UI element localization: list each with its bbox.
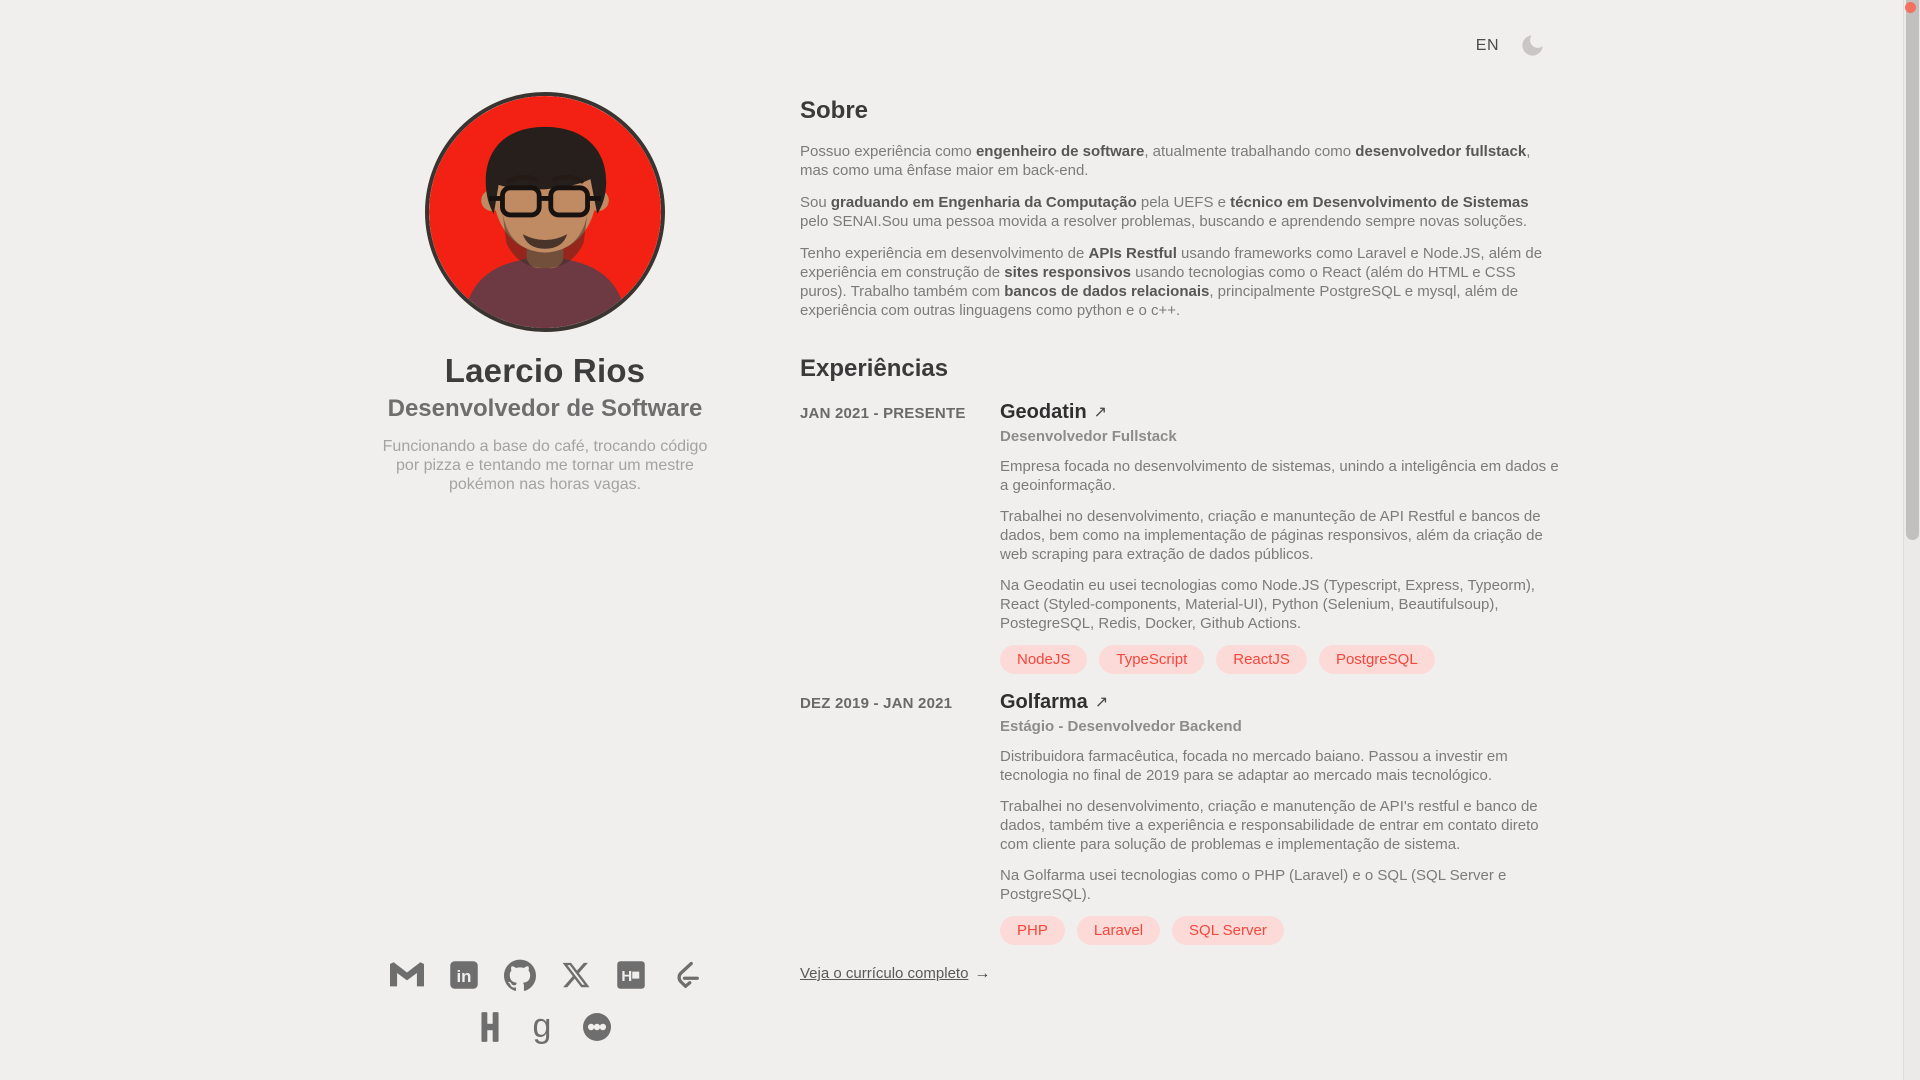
experience-period: JAN 2021 - PRESENTE <box>800 405 966 422</box>
experience-body <box>1000 400 1565 674</box>
about-paragraph-2: Sou graduando em Engenharia da Computação pela UEFS e técnico em Desenvolvimento de Sistemas pelo SENAI.Sou uma pessoa movida a resolver problemas, buscando e aprendendo sempre novas soluções. <box>800 194 1529 230</box>
hevy-icon <box>477 1011 503 1043</box>
svg-text:H: H <box>620 968 632 985</box>
main-content <box>790 0 1920 1080</box>
experience-body <box>1000 690 1565 945</box>
scrollbar-track[interactable] <box>1903 0 1920 1080</box>
job-paragraph: Empresa focada no desenvolvimento de sistemas, unindo a inteligência em dados e a geoinformação. <box>1000 458 1559 494</box>
letterboxd-link[interactable] <box>581 1011 613 1043</box>
experience-entry-geodatin <box>800 400 1920 674</box>
svg-text:in: in <box>456 966 471 986</box>
job-paragraph: Distribuidora farmacêutica, focada no mercado baiano. Passou a investir em tecnologia no final de 2019 para se adaptar ao mercado mais tecnológico. <box>1000 748 1508 784</box>
company-link[interactable] <box>1000 400 1107 426</box>
moon-icon <box>1519 32 1546 59</box>
gmail-icon <box>390 962 424 988</box>
hevy-link[interactable] <box>477 1011 503 1043</box>
external-link-icon: ↗ <box>1094 694 1109 711</box>
linkedin-icon <box>449 960 479 990</box>
full-resume-link[interactable]: Veja o currículo completo <box>800 965 969 982</box>
leetcode-link[interactable] <box>671 960 701 990</box>
x-twitter-link[interactable] <box>561 960 591 990</box>
tag-badge: TypeScript <box>1099 645 1204 674</box>
hackerrank-icon <box>616 960 646 990</box>
theme-toggle[interactable] <box>1519 32 1546 59</box>
profile-role: Desenvolvedor de Software <box>387 395 703 422</box>
svg-text:g: g <box>532 1010 552 1044</box>
gmail-link[interactable] <box>390 962 424 988</box>
tag-badge: NodeJS <box>1000 645 1087 674</box>
about-title: Sobre <box>800 97 869 124</box>
tech-tags <box>1000 916 1565 945</box>
external-link-icon: ↗ <box>1093 404 1108 421</box>
scrollbar-thumb[interactable] <box>1906 0 1919 540</box>
job-role: Estágio - Desenvolvedor Backend <box>1000 718 1242 735</box>
social-row-1 <box>390 959 701 991</box>
letterboxd-icon <box>581 1011 613 1043</box>
arrow-right-icon: → <box>974 965 991 982</box>
social-links <box>390 959 701 1044</box>
cv-link-row <box>800 965 1920 983</box>
tag-badge: PHP <box>1000 916 1065 945</box>
experience-section <box>800 356 1920 983</box>
leetcode-icon <box>671 960 701 990</box>
company-heading <box>1000 690 1565 716</box>
about-paragraph-3: Tenho experiência em desenvolvimento de APIs Restful usando frameworks como Laravel e Node.JS, além de experiência em construção de sites responsivos usando tecnologias como o React (além do HTML e CSS puros). Trabalho também com bancos de dados relacionais, principalmente PostgreSQL e mysql, além de experiência com outras linguagens como python e o c++. <box>800 245 1543 319</box>
hackerrank-link[interactable] <box>616 960 646 990</box>
scroll-content <box>800 0 1920 983</box>
job-paragraph: Na Geodatin eu usei tecnologias como Node.JS (Typescript, Express, Typeorm), React (Styled-components, Material-UI), Python (Selenium, Beautifulsoup), PostegreSQL, Redis, Docker, Github Actions. <box>1000 577 1535 632</box>
tag-badge: SQL Server <box>1172 916 1284 945</box>
avatar <box>425 92 665 332</box>
scroll-indicator-dot <box>1905 2 1916 13</box>
github-icon <box>504 959 536 991</box>
social-row-2 <box>477 1010 613 1044</box>
profile-name: Laercio Rios <box>444 352 646 389</box>
job-paragraph: Trabalhei no desenvolvimento, criação e manutenção de API's restful e banco de dados, também tive a experiência e responsabilidade de entrar em contato direto com cliente para solução de problemas e implementação de sistema. <box>1000 798 1539 853</box>
company-heading <box>1000 400 1565 426</box>
top-bar <box>1476 32 1546 59</box>
about-section <box>800 98 1545 320</box>
avatar-illustration <box>429 96 661 328</box>
about-paragraph-1: Possuo experiência como engenheiro de software, atualmente trabalhando como desenvolvedor fullstack, mas como uma ênfase maior em back-end. <box>800 143 1531 179</box>
experience-entry-golfarma <box>800 690 1920 945</box>
language-toggle[interactable]: EN <box>1475 36 1499 54</box>
company-name: Golfarma <box>1000 691 1088 713</box>
job-role: Desenvolvedor Fullstack <box>1000 428 1177 445</box>
company-link[interactable] <box>1000 690 1108 716</box>
tag-badge: PostgreSQL <box>1319 645 1435 674</box>
github-link[interactable] <box>504 959 536 991</box>
job-paragraph: Na Golfarma usei tecnologias como o PHP (Laravel) e o SQL (SQL Server e PostgreSQL). <box>1000 867 1507 903</box>
x-icon <box>561 960 591 990</box>
experience-title: Experiências <box>800 355 949 382</box>
goodreads-link[interactable] <box>528 1010 556 1044</box>
company-name: Geodatin <box>1000 401 1087 423</box>
tag-badge: Laravel <box>1077 916 1160 945</box>
goodreads-icon <box>528 1010 556 1044</box>
profile-tagline: Funcionando a base do café, trocando código por pizza e tentando me tornar um mestre pokémon nas horas vagas. <box>382 438 708 493</box>
experience-period: DEZ 2019 - JAN 2021 <box>800 695 953 712</box>
tech-tags <box>1000 645 1565 674</box>
profile-sidebar <box>0 0 790 1080</box>
linkedin-link[interactable] <box>449 960 479 990</box>
tag-badge: ReactJS <box>1216 645 1307 674</box>
job-paragraph: Trabalhei no desenvolvimento, criação e manunteção de API Restful e bancos de dados, bem como na implementação de páginas responsivos, além da criação de web scraping para extração de dados públicos. <box>1000 508 1543 563</box>
